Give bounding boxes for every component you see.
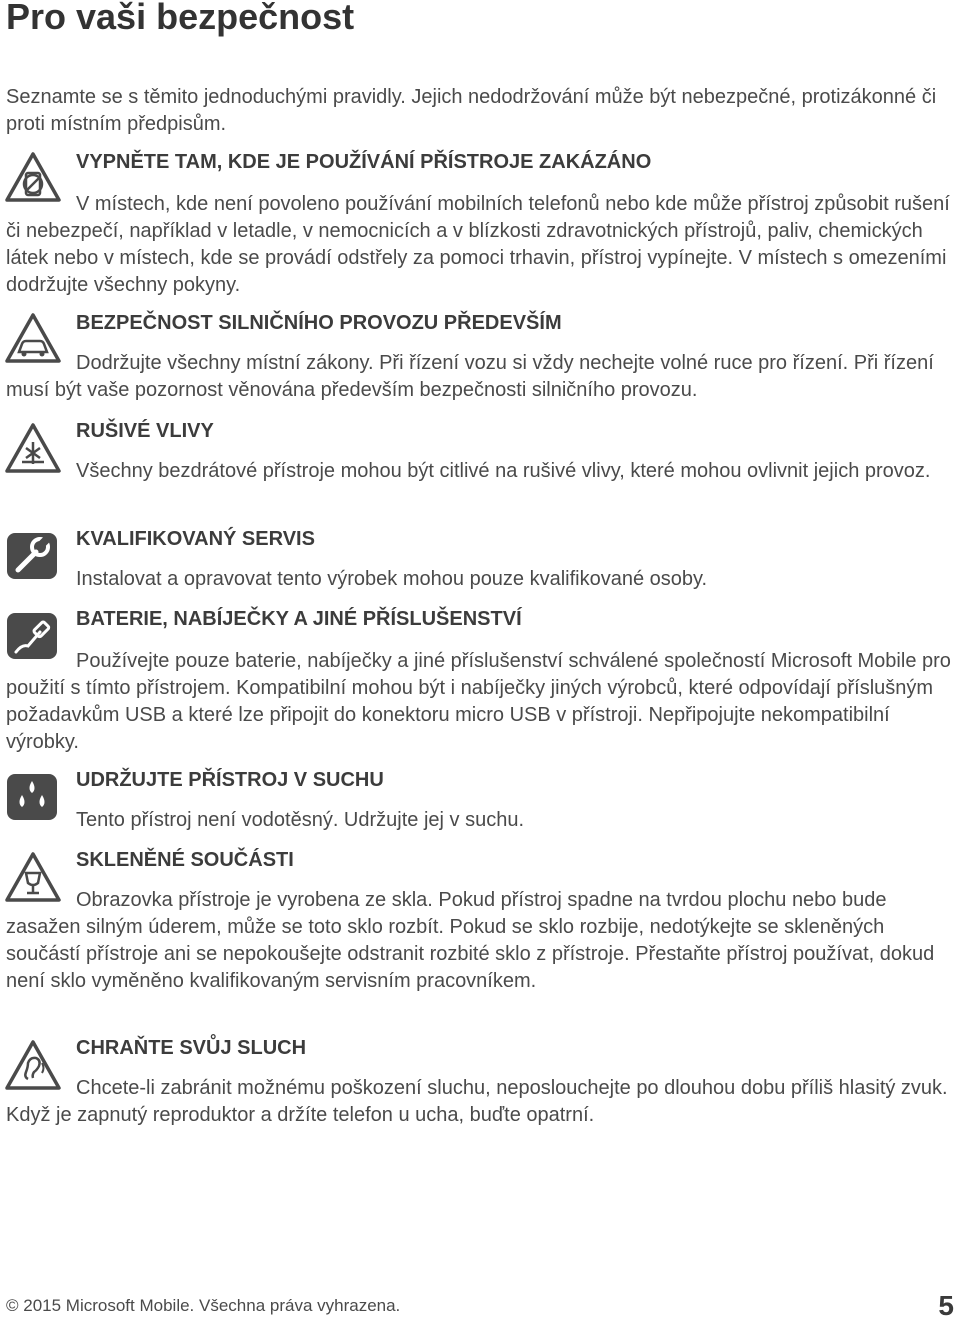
section-text: Chcete-li zabránit možnému poškození sluchu, neposlouchejte po dlouhou dobu příliš hlasitý zvuk. Když je zapnutý reproduktor a držíte telefon u ucha, buďte opatrní. <box>6 1077 948 1126</box>
section-heading: UDRŽUJTE PŘÍSTROJ V SUCHU <box>76 769 384 791</box>
section-text: Obrazovka přístroje je vyrobena ze skla. Pokud přístroj spadne na tvrdou plochu nebo bude zasažen silným úderem, může se toto sklo rozbít. Pokud se sklo rozbije, nedotýkejte se skleněných součástí přístroje ani se nepokoušejte odstranit rozbité sklo z přístroje. Přestaňte přístroj používat, dokud není sklo vyměněno kvalifikovaným servisním pracovníkem. <box>6 889 935 992</box>
section-text: Dodržujte všechny místní zákony. Při řízení vozu si vždy nechejte volné ruce pro řízení. Při řízení musí být vaše pozornost věnována především bezpečnosti silničního provozu. <box>6 352 934 401</box>
page-title: Pro vaši bezpečnost <box>6 0 355 37</box>
section-heading: SKLENĚNÉ SOUČÁSTI <box>76 849 294 871</box>
section-text: Používejte pouze baterie, nabíječky a jiné příslušenství schválené společností Microsoft Mobile pro použití s tímto přístrojem. Kompatibilní mohou být i nabíječky jiných výrobců, které odpovídají příslušným požadavkům USB a které lze připojit do konektoru micro USB v přístroji. Nepřipojujte nekompatibilní výrobky. <box>6 650 951 753</box>
section-heading: BATERIE, NABÍJEČKY A JINÉ PŘÍSLUŠENSTVÍ <box>76 608 522 630</box>
section-heading: KVALIFIKOVANÝ SERVIS <box>76 528 315 550</box>
section-heading: BEZPEČNOST SILNIČNÍHO PROVOZU PŘEDEVŠÍM <box>76 312 562 334</box>
section-text: Tento přístroj není vodotěsný. Udržujte jej v suchu. <box>76 809 525 831</box>
section-heading: RUŠIVÉ VLIVY <box>76 420 214 442</box>
section-text: Instalovat a opravovat tento výrobek mohou pouze kvalifikované osoby. <box>76 568 708 590</box>
page-number: 5 <box>938 1290 954 1321</box>
intro-text: Seznamte se s těmito jednoduchými pravidly. Jejich nedodržování může být nebezpečné, protizákonné či proti místním předpisům. <box>6 86 937 135</box>
copyright-text: © 2015 Microsoft Mobile. Všechna práva vyhrazena. <box>6 1296 401 1315</box>
section-heading: CHRAŇTE SVŮJ SLUCH <box>76 1037 307 1059</box>
section-heading: VYPNĚTE TAM, KDE JE POUŽÍVÁNÍ PŘÍSTROJE ZAKÁZÁNO <box>76 151 652 173</box>
section-text: V místech, kde není povoleno používání mobilních telefonů nebo kde může přístroj způsobit rušení či nebezpečí, například v letadle, v nemocnicích a v blízkosti zdravotnických přístrojů, paliv, chemických látek nebo v místech, kde se provádí odstřely za pomoci trhavin, přístroj vypínejte. V místech s omezeními dodržujte všechny pokyny. <box>6 193 950 296</box>
section-text: Všechny bezdrátové přístroje mohou být citlivé na rušivé vlivy, které mohou ovlivnit jejich provoz. <box>76 460 931 482</box>
